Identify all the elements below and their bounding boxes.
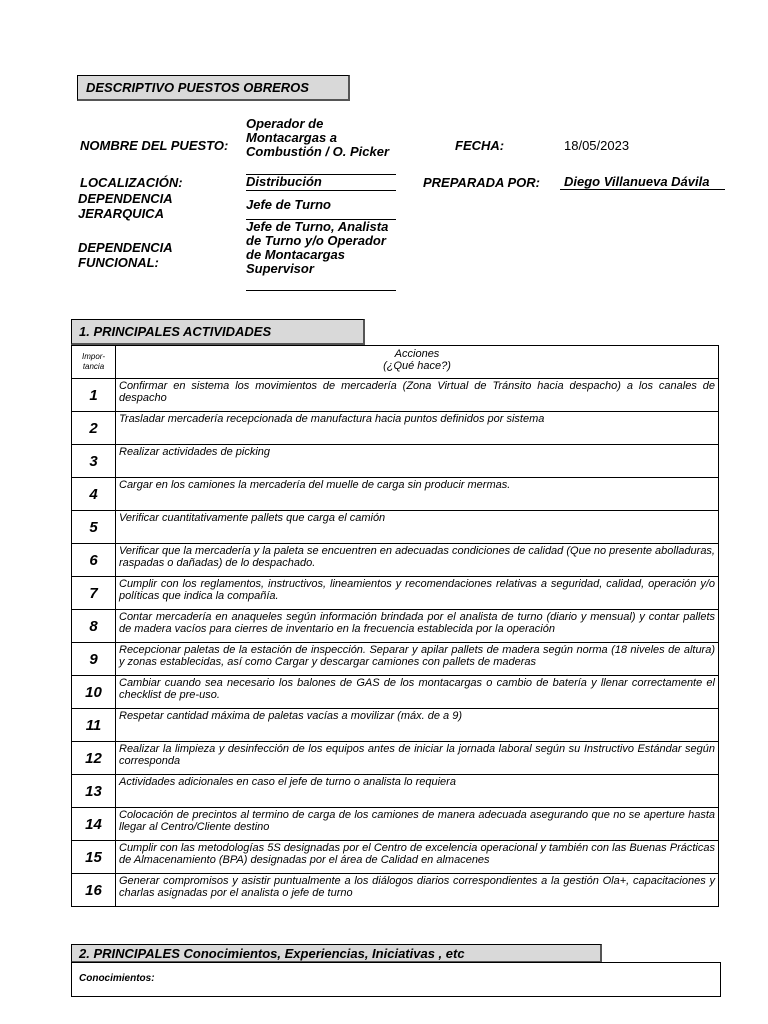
row-action: Contar mercadería en anaqueles según información brindada por el analista de turno (diario y mensual) y contar pallets de madera vacíos para cierres de inventario en la frecuencia establecida por la operación <box>116 610 719 643</box>
table-row <box>72 709 719 742</box>
table-row <box>72 808 719 841</box>
section2-title-text: 2. PRINCIPALES Conocimientos, Experiencias, Iniciativas , etc <box>79 946 465 961</box>
importancia-header: Impor-tancia <box>72 346 116 379</box>
row-number: 11 <box>72 709 116 742</box>
section2-title <box>71 944 602 963</box>
table-row <box>72 841 719 874</box>
row-action: Generar compromisos y asistir puntualmente a los diálogos diarios correspondientes a la gestión Ola+, capacitaciones y charlas asignadas por el analista o jefe de turno <box>116 874 719 907</box>
row-number: 5 <box>72 511 116 544</box>
table-row <box>72 511 719 544</box>
row-action: Cambiar cuando sea necesario los balones de GAS de los montacargas o cambio de batería y llenar correctamente el checklist de pre-uso. <box>116 676 719 709</box>
section1-title-text: 1. PRINCIPALES ACTIVIDADES <box>79 324 272 339</box>
fecha-label: FECHA: <box>455 138 505 153</box>
row-number: 16 <box>72 874 116 907</box>
row-action: Cumplir con las metodologías 5S designadas por el Centro de excelencia operacional y también con las Buenas Prácticas de Almacenamiento (BPA) designadas por el área de Calidad en almacenes <box>116 841 719 874</box>
document-title-text: DESCRIPTIVO PUESTOS OBREROS <box>86 80 309 95</box>
row-number: 4 <box>72 478 116 511</box>
conocimientos-box <box>71 962 721 997</box>
table-row <box>72 478 719 511</box>
dependencia-jerarquica-value: Jefe de Turno <box>246 198 396 220</box>
table-row <box>72 742 719 775</box>
dependencia-jerarquica-label: DEPENDENCIA JERARQUICA <box>78 191 173 221</box>
row-number: 13 <box>72 775 116 808</box>
row-action: Respetar cantidad máxima de paletas vacías a movilizar (máx. de a 9) <box>116 709 719 742</box>
table-row <box>72 610 719 643</box>
acciones-header-title: Acciones <box>394 348 440 360</box>
table-row <box>72 379 719 412</box>
fecha-value: 18/05/2023 <box>564 138 630 153</box>
section1-title <box>71 319 365 345</box>
table-row <box>72 577 719 610</box>
table-row <box>72 676 719 709</box>
table-row <box>72 445 719 478</box>
row-action: Trasladar mercadería recepcionada de manufactura hacia puntos definidos por sistema <box>116 412 719 445</box>
acciones-header <box>116 346 719 379</box>
row-number: 3 <box>72 445 116 478</box>
row-number: 12 <box>72 742 116 775</box>
row-number: 8 <box>72 610 116 643</box>
row-action: Realizar la limpieza y desinfección de los equipos antes de iniciar la jornada laboral según su Instructivo Estándar según corresponda <box>116 742 719 775</box>
localizacion-label: LOCALIZACIÓN: <box>80 175 183 190</box>
row-action: Colocación de precintos al termino de carga de los camiones de manera adecuada asegurando que no se aperture hasta llegar al Centro/Cliente destino <box>116 808 719 841</box>
activities-header-row <box>72 346 719 379</box>
row-number: 10 <box>72 676 116 709</box>
row-number: 9 <box>72 643 116 676</box>
acciones-header-subtitle: (¿Qué hace?) <box>383 360 451 372</box>
table-row <box>72 544 719 577</box>
table-row <box>72 412 719 445</box>
row-number: 15 <box>72 841 116 874</box>
row-action: Cargar en los camiones la mercadería del muelle de carga sin producir mermas. <box>116 478 719 511</box>
row-number: 6 <box>72 544 116 577</box>
nombre-value: Operador de Montacargas a Combustión / O. Picker <box>246 117 396 175</box>
row-number: 2 <box>72 412 116 445</box>
row-action: Verificar cuantitativamente pallets que carga el camión <box>116 511 719 544</box>
table-row <box>72 643 719 676</box>
activities-table <box>71 345 719 907</box>
preparada-value: Diego Villanueva Dávila <box>560 175 725 190</box>
row-number: 14 <box>72 808 116 841</box>
dependencia-funcional-value: Jefe de Turno, Analista de Turno y/o Operador de Montacargas Supervisor <box>246 220 396 291</box>
table-row <box>72 775 719 808</box>
conocimientos-label: Conocimientos: <box>79 973 155 984</box>
row-action: Verificar que la mercadería y la paleta se encuentren en adecuadas condiciones de calidad (Que no presente abolladuras, raspadas o dañadas) de lo despachado. <box>116 544 719 577</box>
row-number: 7 <box>72 577 116 610</box>
row-action: Cumplir con los reglamentos, instructivos, lineamientos y recomendaciones relativas a seguridad, calidad, operación y/o políticas que indica la compañía. <box>116 577 719 610</box>
row-action: Realizar actividades de picking <box>116 445 719 478</box>
row-action: Confirmar en sistema los movimientos de mercadería (Zona Virtual de Tránsito hacia despacho) a los canales de despacho <box>116 379 719 412</box>
row-action: Recepcionar paletas de la estación de inspección. Separar y apilar pallets de madera según norma (18 niveles de altura) y zonas establecidas, así como Cargar y descargar camiones con pallets de maderas <box>116 643 719 676</box>
row-action: Actividades adicionales en caso el jefe de turno o analista lo requiera <box>116 775 719 808</box>
row-number: 1 <box>72 379 116 412</box>
document-title <box>77 75 350 101</box>
table-row <box>72 874 719 907</box>
preparada-label: PREPARADA POR: <box>423 175 541 190</box>
dependencia-funcional-label: DEPENDENCIA FUNCIONAL: <box>78 240 173 270</box>
localizacion-value: Distribución <box>246 175 396 191</box>
nombre-label: NOMBRE DEL PUESTO: <box>80 138 229 153</box>
